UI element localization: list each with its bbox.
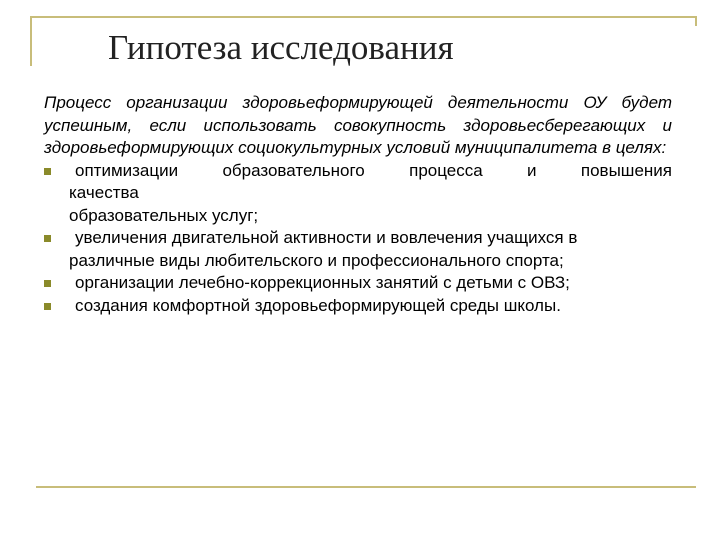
- list-item-line: качества: [69, 183, 139, 202]
- hypothesis-intro: Процесс организации здоровьеформирующей деятельности ОУ будет успешным, если использовать совокупность здоровьесберегающих и здоровьеформирующих социокультурных условий муниципалитета в целях:: [44, 93, 672, 157]
- square-bullet-icon: [44, 280, 51, 287]
- frame-bottom-line: [36, 486, 696, 488]
- list-item: [44, 160, 672, 228]
- list-item-line: организации лечебно-коррекционных занятий с детьми с ОВЗ;: [75, 273, 570, 292]
- list-item: [44, 295, 672, 318]
- list-item-line: образовательных услуг;: [69, 205, 259, 225]
- slide-content: [44, 92, 672, 317]
- square-bullet-icon: [44, 168, 51, 175]
- square-bullet-icon: [44, 303, 51, 310]
- list-item-line: оптимизации образовательного процесса и повышения: [75, 160, 672, 180]
- slide-title: Гипотеза исследования: [108, 28, 454, 67]
- frame-left-line: [30, 16, 32, 66]
- list-item: [44, 227, 672, 272]
- list-item-line: различные виды любительского и профессионального спорта;: [69, 250, 564, 270]
- list-item: [44, 272, 672, 295]
- frame-top-line: [30, 16, 696, 18]
- list-item-line: создания комфортной здоровьеформирующей среды школы.: [75, 295, 561, 315]
- goals-list: [44, 160, 672, 318]
- list-item-line: увеличения двигательной активности и вовлечения учащихся в: [75, 228, 578, 247]
- square-bullet-icon: [44, 235, 51, 242]
- frame-right-tick: [695, 16, 697, 26]
